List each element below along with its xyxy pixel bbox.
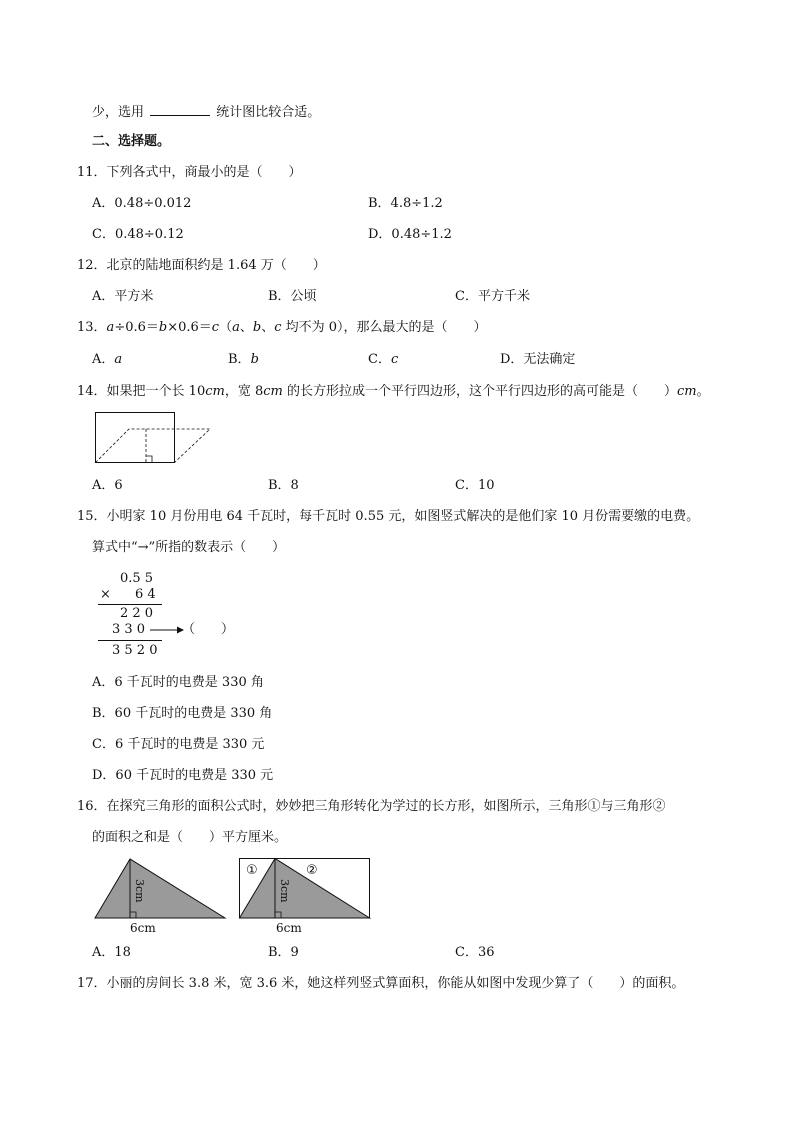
q12-option-c[interactable]: C．平方千米: [455, 289, 530, 304]
q13-option-d[interactable]: D．无法确定: [500, 352, 576, 367]
q14-stem: 14．如果把一个长 10cm，宽 8cm 的长方形拉成一个平行四边形，这个平行四边形的高可能是（ ）cm。: [77, 384, 710, 399]
q14-option-a[interactable]: A．6: [92, 478, 123, 493]
q16-stem-line2: 的面积之和是（ ）平方厘米。: [92, 830, 288, 845]
triangle-2-label: ②: [306, 863, 318, 878]
q16-triangle-figure: [94, 857, 228, 919]
q16-stem: 16．在探究三角形的面积公式时，妙妙把三角形转化为学过的长方形，如图所示，三角形①与三角形②: [77, 799, 666, 814]
section-heading: 二、选择题。: [92, 134, 171, 149]
q10-text-before: 少，选用: [92, 105, 145, 120]
q10-answer-blank[interactable]: [150, 103, 210, 116]
triangle-shape: [95, 859, 225, 918]
q15-option-c[interactable]: C．6 千瓦时的电费是 330 元: [92, 737, 265, 752]
q10-tail-line: [92, 103, 320, 121]
q13-option-c[interactable]: C．c: [368, 352, 399, 367]
q10-text-after: 统计图比较合适。: [216, 105, 321, 120]
q15-option-a[interactable]: A．6 千瓦时的电费是 330 角: [92, 675, 264, 690]
q16-option-c[interactable]: C．36: [455, 945, 495, 960]
right-angle-mark: [146, 456, 152, 463]
q15-stem-line2: 算式中“→”所指的数表示（ ）: [92, 540, 286, 555]
calc-rule-2: [98, 640, 162, 641]
q13-stem: 13．a÷0.6＝b×0.6＝c（a、b、c 均不为 0），那么最大的是（ ）: [77, 320, 487, 335]
q15-stem: 15．小明家 10 月份用电 64 千瓦时，每千瓦时 0.55 元，如图竖式解决的是他们家 10 月份需要缴的电费。: [77, 509, 700, 524]
calc-arrow-target: （ ）: [182, 622, 235, 637]
q11-option-a[interactable]: A．0.48÷0.012: [92, 196, 192, 211]
q14-option-c[interactable]: C．10: [455, 478, 495, 493]
q16-option-b[interactable]: B．9: [268, 945, 299, 960]
calc-times-sign: ×: [100, 587, 111, 602]
q13-option-a[interactable]: A．a: [92, 352, 123, 367]
calc-partial-2: 3 3 0: [112, 622, 146, 637]
calc-rule-1: [98, 604, 162, 605]
q16-option-a[interactable]: A．18: [92, 945, 131, 960]
q11-option-d[interactable]: D．0.48÷1.2: [368, 227, 452, 242]
q17-stem: 17．小丽的房间长 3.8 米，宽 3.6 米，她这样列竖式算面积，你能从如图中发现少算了（ ）的面积。: [77, 976, 685, 991]
q15-option-b[interactable]: B．60 千瓦时的电费是 330 角: [92, 706, 273, 721]
height-label: 3cm: [133, 879, 146, 903]
q16-rectangle-figure: [238, 857, 372, 919]
q12-stem: 12．北京的陆地面积约是 1.64 万（ ）: [77, 258, 326, 273]
q13-option-b[interactable]: B．b: [228, 352, 259, 367]
q16-base-label-left: 6cm: [130, 921, 156, 935]
calc-multiplier: 6 4: [135, 587, 156, 602]
q12-option-a[interactable]: A．平方米: [92, 289, 154, 304]
q11-option-b[interactable]: B．4.8÷1.2: [368, 196, 443, 211]
parallelogram-shape: [96, 429, 211, 463]
height-label: 3cm: [278, 879, 291, 903]
q11-stem: 11．下列各式中，商最小的是（ ）: [77, 165, 302, 180]
q14-parallelogram-figure: [94, 411, 214, 465]
q16-base-label-right: 6cm: [276, 921, 302, 935]
q14-option-b[interactable]: B．8: [268, 478, 299, 493]
calc-multiplicand: 0.5 5: [120, 571, 154, 586]
q12-option-b[interactable]: B．公顷: [268, 289, 317, 304]
triangle-1-label: ①: [246, 863, 258, 878]
rectangle-shape: [96, 413, 175, 463]
q11-option-c[interactable]: C．0.48÷0.12: [92, 227, 184, 242]
calc-product: 3 5 2 0: [112, 643, 158, 658]
q15-option-d[interactable]: D．60 千瓦时的电费是 330 元: [92, 768, 274, 783]
calc-arrow: [150, 624, 184, 636]
calc-partial-1: 2 2 0: [120, 606, 154, 621]
